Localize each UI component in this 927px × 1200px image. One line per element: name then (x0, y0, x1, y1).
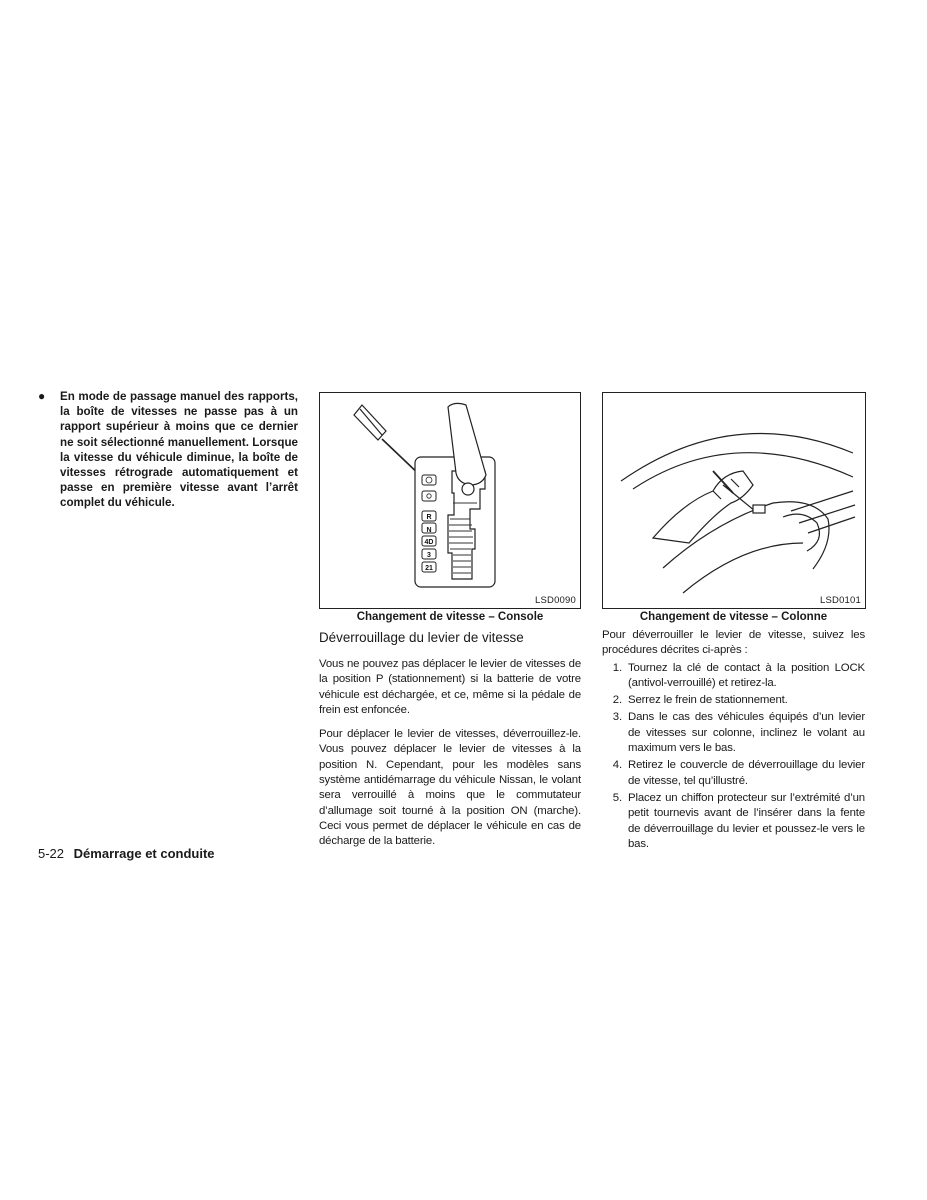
left-column (38, 389, 298, 511)
step-number: 4. (612, 759, 622, 772)
step-number: 2. (612, 694, 622, 707)
screwdriver-icon (354, 405, 424, 479)
gate-label: 4D (424, 539, 434, 546)
bullet-icon: ● (38, 389, 46, 403)
list-item (602, 710, 865, 756)
paragraph: Vous ne pouvez pas déplacer le levier de vitesses de la position P (stationnement) si la batterie de votre véhicule est déchargée, et ce, même si la pédale de frein est enfoncée. (319, 658, 581, 716)
section-heading: Déverrouillage du levier de vitesse (319, 630, 524, 645)
figure-console (319, 392, 581, 609)
bullet-item (38, 389, 298, 511)
section-title: Démarrage et conduite (73, 846, 215, 861)
gate-label: R (426, 514, 432, 521)
step-text: Dans le cas des véhicules équipés d’un levier de vitesses sur colonne, inclinez le volant au maximum vers le bas. (628, 711, 865, 755)
step-text: Placez un chiffon protecteur sur l’extrémité d’un petit tournevis avant de l’insérer dans la fente de déverrouillage du levier et poussez-le vers le bas. (628, 791, 865, 850)
figure-code: LSD0101 (819, 595, 861, 606)
shift-column-illustration (603, 393, 865, 608)
steps-list (602, 661, 865, 853)
right-column (602, 628, 865, 854)
figure-column (602, 392, 866, 609)
paragraph: Pour déplacer le levier de vitesses, déverrouillez-le. Vous pouvez déplacer le levier de vitesses à la position N. Cependant, pour les modèles sans système antidémarrage du véhicule Nissan, le volant sera verrouillé à moins que le commutateur d’allumage soit tourné à la position ON (marche). Ceci vous permet de déplacer le véhicule en cas de décharge de la batterie. (319, 728, 581, 848)
step-number: 5. (612, 791, 622, 804)
intro-paragraph: Pour déverrouiller le levier de vitesse, suivez les procédures décrites ci-après : (602, 629, 865, 657)
figure-code: LSD0090 (534, 595, 576, 606)
step-number: 1. (612, 661, 622, 674)
gate-label: 21 (425, 565, 433, 572)
figure-caption: Changement de vitesse – Colonne (639, 611, 828, 623)
page-footer (38, 846, 215, 861)
gate-label: N (426, 527, 432, 534)
step-number: 3. (612, 711, 622, 724)
step-text: Tournez la clé de contact à la position LOCK (antivol-verrouillé) et retirez-la. (628, 661, 865, 689)
list-item (602, 791, 865, 852)
bullet-text: En mode de passage manuel des rapports, la boîte de vitesses ne passe pas à un rapport supérieur à moins que ce dernier ne soit sélectionné manuellement. Lorsque la vitesse du véhicule diminue, la boîte de vitesses rétrograde automatiquement et passe en première vitesse avant l’arrêt complet du véhicule. (60, 390, 298, 510)
step-text: Serrez le frein de stationnement. (628, 694, 788, 707)
shift-console-illustration (320, 393, 580, 608)
gate-label: 3 (427, 552, 431, 559)
figure-caption: Changement de vitesse – Console (356, 611, 544, 623)
step-text: Retirez le couvercle de déverrouillage du levier de vitesse, tel qu’illustré. (628, 759, 865, 787)
list-item (602, 661, 865, 692)
page-number: 5-22 (38, 846, 65, 861)
list-item (602, 758, 865, 789)
middle-column (319, 630, 581, 859)
list-item (602, 693, 865, 708)
